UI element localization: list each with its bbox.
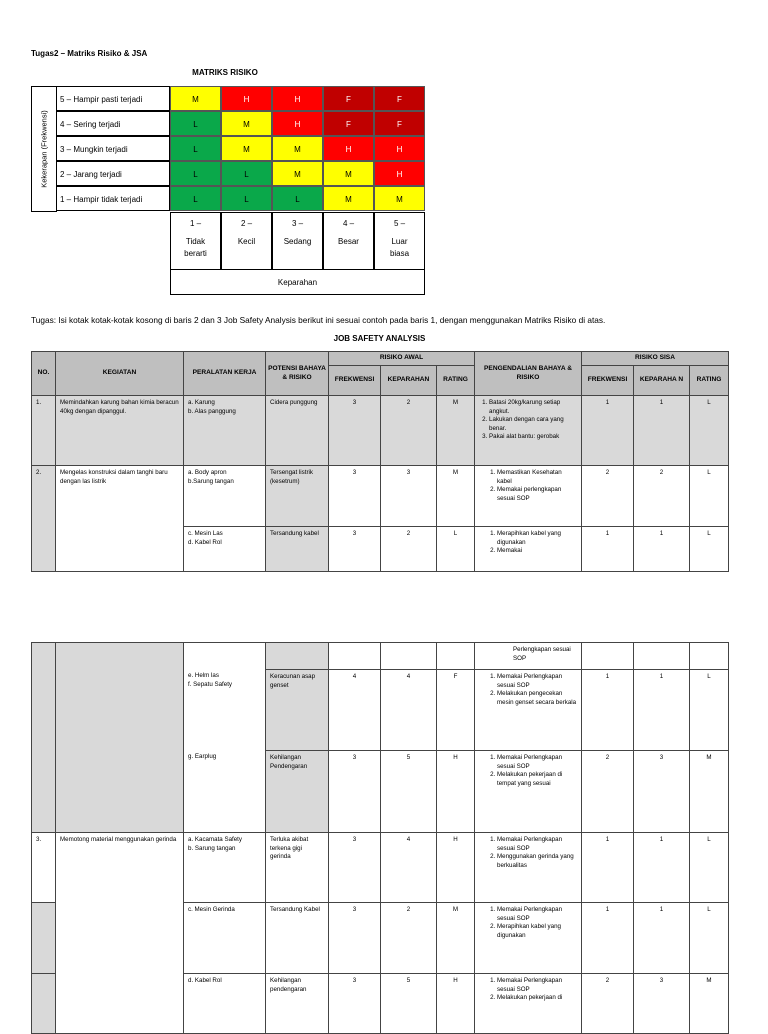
frekwensi-cell: 3: [328, 832, 381, 903]
jsa-title: JOB SAFETY ANALYSIS: [333, 334, 426, 343]
risk-cell: M: [221, 111, 272, 136]
risk-cell: M: [221, 136, 272, 161]
keparahan-sisa-cell: 1: [633, 832, 690, 903]
pengendalian-continued: Perlengkapan sesuai SOP: [474, 642, 582, 670]
risk-cell: M: [323, 161, 374, 186]
rating-sisa-cell: L: [689, 902, 729, 974]
risk-cell: H: [323, 136, 374, 161]
rating-cell: H: [436, 832, 475, 903]
frequency-axis-label: Kekerapan (Frekwensi): [39, 110, 49, 188]
potensi-cell: Kehilangan Pendengaran: [265, 750, 329, 833]
rating-continued: [436, 642, 475, 670]
list-item: 1. Merapihkan kabel yang digunakan: [497, 530, 577, 547]
list-item: d. Kabel Rol: [188, 538, 222, 546]
rating-cell: F: [436, 669, 475, 751]
row1-kegiatan: Memindahkan karung bahan kimia beracun 40kg dengan dipanggul.: [55, 395, 184, 466]
list: [188, 530, 261, 547]
instruction-text: Tugas: Isi kotak kotak-kotak kosong di baris 2 dan 3 Job Safety Analysis berikut ini sesuai contoh pada baris 1, dengan menggunakan Matriks Risiko di atas.: [31, 315, 606, 325]
list-item: 1. Batasi 20kg/karung setiap angkut.: [489, 399, 577, 416]
rating-cell: H: [436, 750, 475, 833]
pengendalian-cell: [474, 750, 582, 833]
risk-cell: H: [374, 136, 425, 161]
risk-cell: M: [272, 136, 323, 161]
rating-sisa-cell: L: [689, 465, 729, 527]
severity-word: Besar: [338, 237, 359, 246]
list: [479, 399, 577, 442]
rating-cell: M: [436, 465, 475, 527]
risk-cell: F: [374, 86, 425, 111]
list: [479, 754, 577, 788]
matrix-title: MATRIKS RISIKO: [192, 68, 258, 77]
severity-level: [272, 212, 323, 270]
list: [188, 672, 261, 689]
list-item: 2. Melakukan pekerjaan di tempat yang sesuai: [497, 771, 577, 788]
row1-pengendalian: [474, 395, 582, 466]
list-item: b. Alas panggung: [188, 407, 236, 415]
severity-word: Tidak berarti: [184, 237, 207, 258]
list-item: 1. Memakai Perlengkapan sesuai SOP: [497, 906, 577, 923]
keparahan-sisa-cell: 1: [633, 669, 690, 751]
frequency-level-label: 2 – Jarang terjadi: [57, 161, 170, 186]
peralatan-cell: [183, 750, 266, 833]
severity-word: Kecil: [237, 237, 256, 246]
keparahan-sisa-cell: 3: [633, 750, 690, 833]
list-item: a. Karung: [188, 399, 215, 406]
potensi-cell: Terluka akibat terkena gigi gerinda: [265, 832, 329, 903]
list-item: 1. Memakai Perlengkapan sesuai SOP: [497, 754, 577, 771]
row1-no: 1.: [31, 395, 56, 466]
frekwensi-continued: [328, 642, 381, 670]
risk-cell: M: [170, 86, 221, 111]
list: [188, 753, 261, 762]
row3-no-spacer: [31, 902, 56, 974]
pengendalian-cell: [474, 973, 582, 1034]
keparahan-cell: 2: [380, 526, 437, 572]
header-kegiatan: KEGIATAN: [55, 351, 184, 396]
frekwensi-cell: 3: [328, 902, 381, 974]
rating-sisa-cell: L: [689, 669, 729, 751]
frequency-level-label: 3 – Mungkin terjadi: [57, 136, 170, 161]
list: [188, 399, 261, 416]
risk-cell: H: [272, 111, 323, 136]
row3-kegiatan: Memotong material menggunakan gerinda: [55, 832, 184, 1034]
keparahan-continued: [380, 642, 437, 670]
row2-no: 2.: [31, 465, 56, 572]
frekwensi-sisa-continued: [581, 642, 634, 670]
potensi-cell: Tersengat listrik (kesetrum): [265, 465, 329, 527]
risk-cell: L: [221, 186, 272, 211]
header-rating: RATING: [436, 365, 475, 396]
row1-frekwensi: 3: [328, 395, 381, 466]
risk-cell: F: [374, 111, 425, 136]
pengendalian-cell: [474, 669, 582, 751]
pengendalian-cell: [474, 902, 582, 974]
keparahan-cell: 5: [380, 973, 437, 1034]
list-item: 1. Memakai Perlengkapan sesuai SOP: [497, 836, 577, 853]
row1-potensi: Cidera punggung: [265, 395, 329, 466]
severity-number: 4 –: [342, 219, 355, 228]
row2-kegiatan: Mengelas konstruksi dalam tanghi baru dengan las listrik: [55, 465, 184, 572]
risk-cell: H: [374, 161, 425, 186]
risk-cell: L: [272, 186, 323, 211]
document-title: Tugas2 – Matriks Risiko & JSA: [31, 49, 148, 58]
keparahan-sisa-cell: 1: [633, 902, 690, 974]
list: [479, 977, 577, 1003]
potensi-cell: Keracunan asap genset: [265, 669, 329, 751]
frequency-level-label: 5 – Hampir pasti terjadi: [57, 86, 170, 111]
risk-cell: L: [170, 136, 221, 161]
list-item: e. Helm las: [188, 672, 219, 679]
list: [479, 836, 577, 870]
list: [188, 906, 261, 915]
potensi-cell: Kehilangan pendengaran: [265, 973, 329, 1034]
keparahan-cell: 2: [380, 902, 437, 974]
list-item: 2. Lakukan dengan cara yang benar.: [489, 416, 577, 433]
keparahan-cell: 4: [380, 832, 437, 903]
frekwensi-sisa-cell: 2: [581, 750, 634, 833]
list-item: 2. Memakai: [497, 547, 577, 556]
potensi-cell: Tersandung kabel: [265, 526, 329, 572]
list: [479, 469, 577, 503]
header-potensi: POTENSI BAHAYA & RISIKO: [265, 351, 329, 396]
peralatan-cell: [183, 973, 266, 1034]
rating-sisa-cell: M: [689, 750, 729, 833]
header-rating-sisa: RATING: [689, 365, 729, 396]
risk-cell: L: [170, 161, 221, 186]
row1-frekwensi-sisa: 1: [581, 395, 634, 466]
severity-level: [221, 212, 272, 270]
row1-rating: M: [436, 395, 475, 466]
frekwensi-cell: 3: [328, 750, 381, 833]
severity-axis-label: Keparahan: [170, 270, 425, 295]
severity-level: [374, 212, 425, 270]
risk-cell: F: [323, 86, 374, 111]
list-item: a. Body apron: [188, 469, 227, 476]
risk-cell: H: [221, 86, 272, 111]
keparahan-cell: 5: [380, 750, 437, 833]
risk-cell: L: [170, 111, 221, 136]
risk-cell: L: [221, 161, 272, 186]
keparahan-sisa-cell: 3: [633, 973, 690, 1034]
list: [188, 469, 261, 486]
list-item: c. Mesin Las: [188, 530, 223, 537]
keparahan-sisa-cell: 2: [633, 465, 690, 527]
frekwensi-cell: 3: [328, 973, 381, 1034]
frekwensi-sisa-cell: 1: [581, 902, 634, 974]
list-item: 2. Memakai perlengkapan sesuai SOP: [497, 486, 577, 503]
rating-sisa-cell: M: [689, 973, 729, 1034]
rating-cell: H: [436, 973, 475, 1034]
rating-cell: M: [436, 902, 475, 974]
keparahan-cell: 3: [380, 465, 437, 527]
list-item: 2. Melakukan pengecekan mesin genset secara berkala: [497, 690, 577, 707]
rating-cell: L: [436, 526, 475, 572]
risk-cell: M: [374, 186, 425, 211]
list-item: 1. Memakai Perlengkapan sesuai SOP: [497, 977, 577, 994]
peralatan-cell: [183, 526, 266, 572]
header-risiko-awal: RISIKO AWAL: [328, 351, 475, 366]
severity-word: Luar biasa: [389, 237, 410, 258]
peralatan-cell: [183, 669, 266, 751]
frekwensi-cell: 4: [328, 669, 381, 751]
row3-no: 3.: [31, 832, 56, 903]
potensi-continued: [265, 642, 329, 670]
row1-rating-sisa: L: [689, 395, 729, 466]
risk-cell: L: [170, 186, 221, 211]
peralatan-cell: [183, 832, 266, 903]
list-item: 3. Pakai alat bantu: gerobak: [489, 433, 577, 442]
frequency-level-label: 1 – Hampir tidak terjadi: [57, 186, 170, 211]
list-item: a. Kacamata Safety: [188, 836, 242, 843]
row1-keparahan-sisa: 1: [633, 395, 690, 466]
frekwensi-sisa-cell: 2: [581, 465, 634, 527]
list-item: f. Sepatu Safety: [188, 680, 233, 688]
list: [479, 530, 577, 556]
potensi-cell: Tersandung Kabel: [265, 902, 329, 974]
frekwensi-sisa-cell: 1: [581, 832, 634, 903]
row1-peralatan: [183, 395, 266, 466]
severity-level: [170, 212, 221, 270]
risk-cell: M: [272, 161, 323, 186]
risk-cell: M: [323, 186, 374, 211]
row2-kegiatan-continued: [55, 642, 184, 833]
row3-no-spacer: [31, 973, 56, 1034]
row2-no-continued: [31, 642, 56, 833]
list-item: 2. Melakukan pekerjaan di: [497, 994, 577, 1003]
pengendalian-cell: [474, 832, 582, 903]
pengendalian-cell: [474, 465, 582, 527]
keparahan-sisa-cell: 1: [633, 526, 690, 572]
header-risiko-sisa: RISIKO SISA: [581, 351, 729, 366]
risk-cell: F: [323, 111, 374, 136]
keparahan-sisa-continued: [633, 642, 690, 670]
severity-level: [323, 212, 374, 270]
header-keparahan: KEPARAHAN: [380, 365, 437, 396]
severity-word: Sedang: [283, 237, 312, 246]
frekwensi-sisa-cell: 2: [581, 973, 634, 1034]
frekwensi-sisa-cell: 1: [581, 669, 634, 751]
list: [188, 836, 261, 853]
rating-sisa-cell: L: [689, 526, 729, 572]
list-item: 1. Memastikan Kesehatan kabel: [497, 469, 577, 486]
severity-number: 1 –: [189, 219, 202, 228]
header-frekwensi-sisa: FREKWENSI: [581, 365, 634, 396]
peralatan-cell: [183, 465, 266, 527]
list-item: 2. Merapihkan kabel yang digunakan: [497, 923, 577, 940]
frekwensi-sisa-cell: 1: [581, 526, 634, 572]
risk-cell: H: [272, 86, 323, 111]
header-pengendalian: PENGENDALIAN BAHAYA & RISIKO: [474, 351, 582, 396]
keparahan-cell: 4: [380, 669, 437, 751]
header-keparahan-sisa: KEPARAHA N: [633, 365, 690, 396]
list-item: 1. Memakai Perlengkapan sesuai SOP: [497, 673, 577, 690]
severity-number: 3 –: [291, 219, 304, 228]
list-item: g. Earplug: [188, 753, 217, 760]
list-item: c. Mesin Gerinda: [188, 906, 235, 913]
list-item: b. Sarung tangan: [188, 844, 236, 852]
rating-sisa-continued: [689, 642, 729, 670]
header-frekwensi: FREKWENSI: [328, 365, 381, 396]
list: [479, 673, 577, 707]
header-no: NO.: [31, 351, 56, 396]
rating-sisa-cell: L: [689, 832, 729, 903]
frequency-level-label: 4 – Sering terjadi: [57, 111, 170, 136]
peralatan-cell: [183, 902, 266, 974]
frekwensi-cell: 3: [328, 526, 381, 572]
list-item: 2. Menggunakan gerinda yang berkualitas: [497, 853, 577, 870]
list: [188, 977, 261, 986]
frekwensi-cell: 3: [328, 465, 381, 527]
list: [479, 906, 577, 940]
header-peralatan: PERALATAN KERJA: [183, 351, 266, 396]
row1-keparahan: 2: [380, 395, 437, 466]
pengendalian-cell: [474, 526, 582, 572]
list-item: b.Sarung tangan: [188, 477, 234, 485]
frequency-axis: [31, 86, 57, 212]
severity-number: 5 –: [393, 219, 406, 228]
list-item: d. Kabel Rol: [188, 977, 222, 984]
severity-number: 2 –: [240, 219, 253, 228]
